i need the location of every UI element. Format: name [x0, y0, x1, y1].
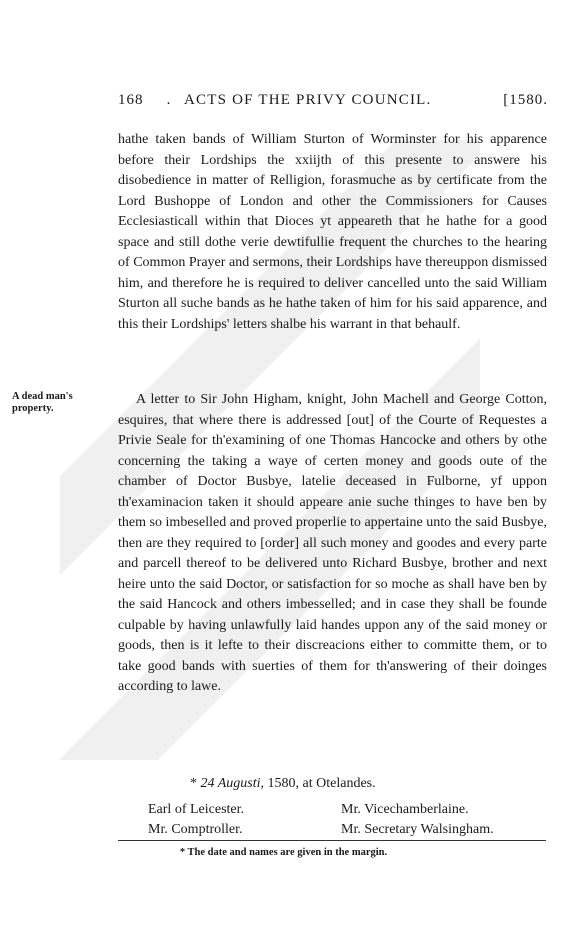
attendees-row [148, 800, 548, 820]
meeting-date: 24 Augusti, [200, 776, 265, 791]
header-year: [1580. [503, 92, 548, 108]
footnote-divider [118, 840, 546, 841]
margin-note: A dead man's property. [12, 391, 73, 414]
attendee: Earl of Leicester. [148, 802, 245, 817]
page-number: 168 [118, 92, 144, 108]
attendee: Mr. Comptroller. [148, 822, 243, 837]
running-header [118, 92, 548, 112]
paragraph-letter [118, 390, 547, 698]
paragraph-text: A letter to Sir John Higham, knight, John Machell and George Cotton, esquires, that where there is addressed [out] of the Courte of Requestes a Privie Seale for th'examining of one Thomas Hancocke and others by othe concerning the taking a waye of certen money and goods oute of the chamber of Doctor Busbye, latelie deceased in Fulborne, yf uppon th'examinacion taken it should appeare anie suche thinges to have ben by them so imbeselled and proved properlie to appertaine unto the said Busbye, then are they required to [order] all such money and goodes and every parte and parcell thereof to be delivered unto Richard Busbye, brother and next heire unto the said Doctor, or satisfaction for so moche as shall have ben by the said Hancock and others imbesselled; and in case they shall be founde culpable by having unlawfully laid handes uppon any of the said money or goods, then is it lefte to their discreacions either to committe them, or to take good bands with suerties of them for th'answering of their doinges according to lawe. [118, 392, 547, 694]
running-title: ACTS OF THE PRIVY COUNCIL. [184, 92, 432, 108]
attendees-list [148, 800, 548, 840]
header-separator: . [166, 92, 172, 108]
attendee: Mr. Secretary Walsingham. [341, 822, 494, 837]
attendees-row [148, 820, 548, 840]
footnote: * The date and names are given in the margin. [179, 847, 388, 858]
paragraph-continued [118, 130, 547, 335]
meeting-place: 1580, at Otelandes. [267, 776, 376, 791]
attendee: Mr. Vicechamberlaine. [341, 802, 469, 817]
footnote-marker: * [190, 776, 197, 791]
meeting-date-line [190, 776, 376, 792]
paragraph-text: hathe taken bands of William Sturton of Worminster for his apparence before their Lordships the xxiijth of this presente to answere his disobedience in matter of Relligion, forasmuche as by certificate from the Lord Bushoppe of London and other the Commissioners for Causes Ecclesiasticall within that Dioces yt appeareth that he hathe for a good space and still dothe verie dewtifullie frequent the churches to the hearing of Common Prayer and sermons, their Lordships have thereuppon dismissed him, and therefore he is required to deliver cancelled unto the said William Sturton all suche bands as he hathe taken of him for his said apparence, and this their Lordships' letters shalbe his warrant in that behaulf. [118, 132, 547, 332]
